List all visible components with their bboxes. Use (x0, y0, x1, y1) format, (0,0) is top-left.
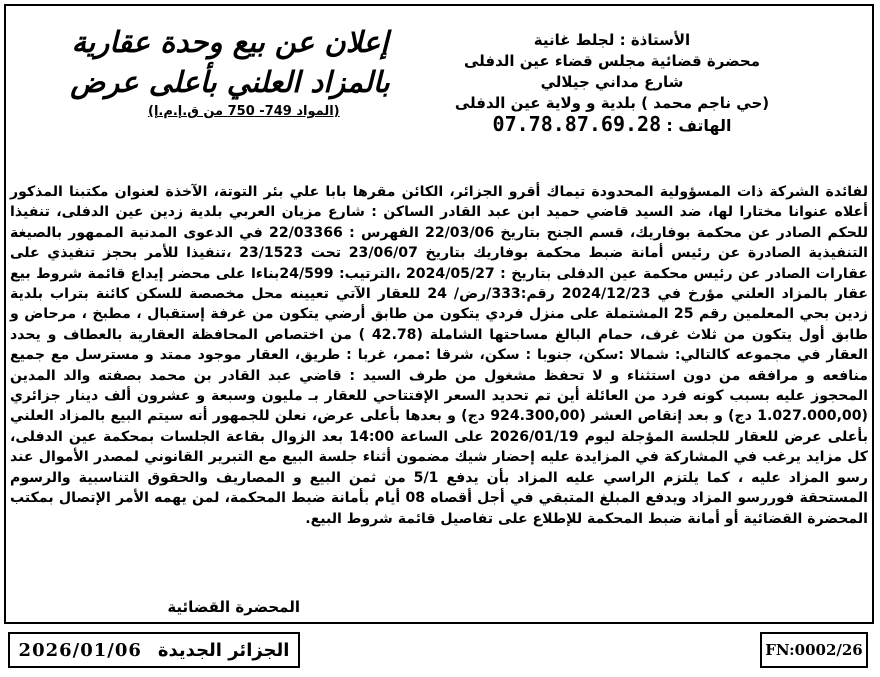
publication-date: 2026/01/06 (18, 639, 142, 661)
notice-body: لفائدة الشركة ذات المسؤولية المحدودة تيماك أقرو الجزائر، الكائن مقرها بابا علي بئر التوتة، الآخذة لعنوان مكتبنا المذكور أعلاه عنوانا مختارا لها، ضد السيد قاضي حميد ابن عبد القادر الساكن : شارع مزيان العربي بلدية زدين عين الدفلى، تنفيذا للحكم الصادر عن محكمة بوفاريك، قسم الجنح بتاريخ 22/03/06 الفهرس : 22/03366 في الدعوى المدنية الممهور بالصيغة التنفيذية الصادرة عن رئيس أمانة ضبط محكمة بوفاريك بتاريخ 23/06/07 تحت 23/1523 ،تنفيذا للأمر بحجز تنفيذي على عقارات الصادر عن رئيس محكمة عين الدفلى بتاريخ : 2024/05/27 ،الترتيب: 24/599بناءا على محضر إيداع قائمة شروط بيع عقار بالمزاد العلني مؤرخ في 2024/12/23 رقم:333/رض/ 24 للعقار الآتي تعيينه محل مخصصة للسكن كائنة بتراب بلدية زدين بحي المعلمين رقم 25 المشتملة على منزل فردي يتكون من طابق أرضي يتكون من غرفة إستقبال ، مطبخ ، مرحاض و طابق أول يتكون من ثلاث غرف، حمام البالغ مساحتها الشاملة (42.78 ) من اختصاص المحافظة العقارية بالعطاف و يحدد العقار في مجموعه كالتالي: شمالا :سكن، جنوبا : سكن، شرقا :ممر، غربا : طريق، العقار موجود ممتد و مسترسل مع جميع منافعه و مرافقه من دون استثناء و لا تحفظ مشغول من طرف السيد : قاضي عبد القادر بن محمد بصفته والد المدين المحجوز عليه بسبب كونه فرد من العائلة أين تم تحديد السعر الإفتتاحي للعقار بـ مليون وسبعة و عشرون ألف دينار جزائري (1.027.000,00 دج) و بعد إنقاص العشر (924.300,00 دج) و بعدها بأعلى عرض، نعلن للجمهور أنه سيتم البيع بالمزاد العلني بأعلى عرض للعقار للجلسة المؤجلة ليوم 2026/01/19 على الساعة 14:00 بعد الزوال بقاعة الجلسات بمحكمة عين الدفلى، كل مزايد يرغب في المشاركة في المزايدة عليه إحضار شيك مضمون أثناء جلسة البيع مع التبرير القانوني لمصدر الأموال عند رسو المزاد عليه ، كما يلتزم الراسي عليه المزاد بأن يدفع 5/1 من ثمن البيع و المصاريف والحقوق التناسبية والرسوم المستحقة فوررسو المزاد ويدفع المبلغ المتبقي في أجل أقصاه 08 أيام بأمانة ضبط المحكمة، لمن يهمه الأمر الإتصال بمكتب المحضرة القضائية أو أمانة ضبط المحكمة للإطلاع على تفاصيل قائمة شروط البيع. (10, 184, 868, 527)
file-number-box (760, 632, 868, 668)
signature: المحضرة القضائية (167, 598, 300, 616)
bailiff-block (452, 30, 772, 137)
publication-box (8, 632, 300, 668)
phone-number: 07.78.87.69.28 (492, 112, 662, 136)
notice-title-line2: بالمزاد العلني بأعلى عرض (70, 65, 390, 99)
file-number: FN:0002/26 (765, 641, 863, 659)
bailiff-name: الأستاذة : لجلط غانية (533, 31, 691, 49)
bailiff-office: محضرة قضائية مجلس قضاء عين الدفلى (463, 52, 760, 70)
law-reference: (المواد 749- 750 من ق.إ.م.إ) (148, 104, 340, 119)
phone-line (452, 114, 772, 137)
bailiff-street: شارع مداني جيلالي (540, 73, 684, 91)
newspaper-name: الجزائر الجديدة (157, 639, 290, 661)
bailiff-district: (حي ناجم محمد ) بلدية و ولاية عين الدفلى (454, 94, 770, 112)
notice-header (30, 22, 430, 119)
phone-label: الهاتف : (666, 116, 732, 135)
notice-title-line1: إعلان عن بيع وحدة عقارية (71, 25, 389, 59)
